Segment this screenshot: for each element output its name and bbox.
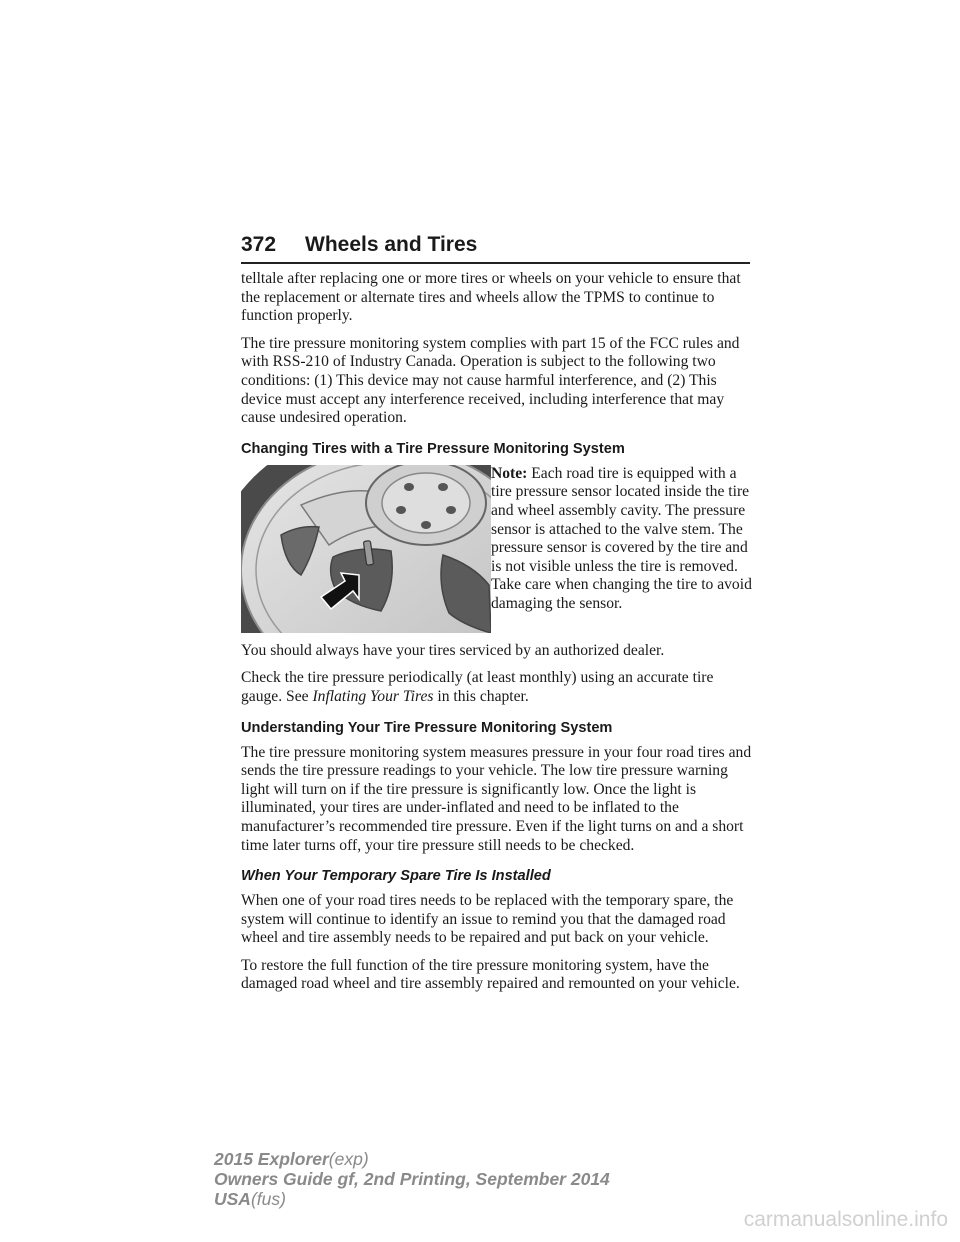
cross-reference-inflating-tires: Inflating Your Tires [312, 687, 434, 705]
check-pressure-suffix: in this chapter. [433, 687, 529, 705]
paragraph-spare-installed: When one of your road tires needs to be replaced with the temporary spare, the system will continue to identify an issue to remind you that the damaged road wheel and tire assembly needs to be repaired and put back on your vehicle. [241, 892, 734, 947]
check-pressure-text: Check the tire pressure periodically (at least monthly) using an accurate tire gauge. See [241, 669, 714, 705]
note-label: Note: [491, 464, 528, 482]
paragraph-tpms-function: The tire pressure monitoring system measures pressure in your four road tires and sends the tire pressure readings to your vehicle. The low tire pressure warning light will turn on if the tire pressure is significantly low. Once the light is illuminated, your tires are under-inflated and need to be inflated to the manufacturer’s recommended tire pressure. Even if the light turns on and a short time later turns off, your tire pressure still needs to be checked. [241, 743, 752, 854]
paragraph-restore-function: To restore the full function of the tire pressure monitoring system, have the damaged road wheel and tire assembly repaired and remounted on your vehicle. [241, 956, 740, 993]
footer-line-model: 2015 Explorer(exp) [214, 1149, 369, 1169]
note-figure-block [241, 465, 753, 633]
tire-valve-sensor-illustration [241, 465, 491, 633]
heading-changing-tires: Changing Tires with a Tire Pressure Monitoring System [241, 440, 625, 457]
footer-line-printing: Owners Guide gf, 2nd Printing, September 2014 [214, 1169, 610, 1189]
note-sensor [491, 465, 753, 614]
heading-temporary-spare: When Your Temporary Spare Tire Is Installed [241, 868, 551, 885]
page-content [241, 270, 753, 1003]
watermark: carmanualsonline.info [743, 1208, 948, 1231]
paragraph-dealer-service: You should always have your tires serviced by an authorized dealer. [241, 641, 665, 659]
document-footer [214, 1149, 610, 1209]
paragraph-telltale: telltale after replacing one or more tires or wheels on your vehicle to ensure that the replacement or alternate tires and wheels allow the TPMS to continue to function properly. [241, 270, 741, 325]
note-text: Each road tire is equipped with a tire pressure sensor located inside the tire and wheel assembly cavity. The pressure sensor is attached to the valve stem. The pressure sensor is covered by the tire and is not visible unless the tire is removed. Take care when changing the tire to avoid damaging the sensor. [491, 464, 752, 612]
page-header [241, 228, 750, 264]
footer-line-market: USA(fus) [214, 1189, 286, 1209]
heading-understanding-tpms: Understanding Your Tire Pressure Monitoring System [241, 719, 613, 736]
section-title: Wheels and Tires [305, 233, 478, 256]
paragraph-check-pressure [241, 669, 753, 706]
page-number: 372 [241, 233, 277, 256]
paragraph-fcc-compliance: The tire pressure monitoring system complies with part 15 of the FCC rules and with RSS-210 of Industry Canada. Operation is subject to the following two conditions: (1) This device may not cause harmful interference, and (2) This device must accept any interference received, including interference that may cause undesired operation. [241, 334, 740, 427]
